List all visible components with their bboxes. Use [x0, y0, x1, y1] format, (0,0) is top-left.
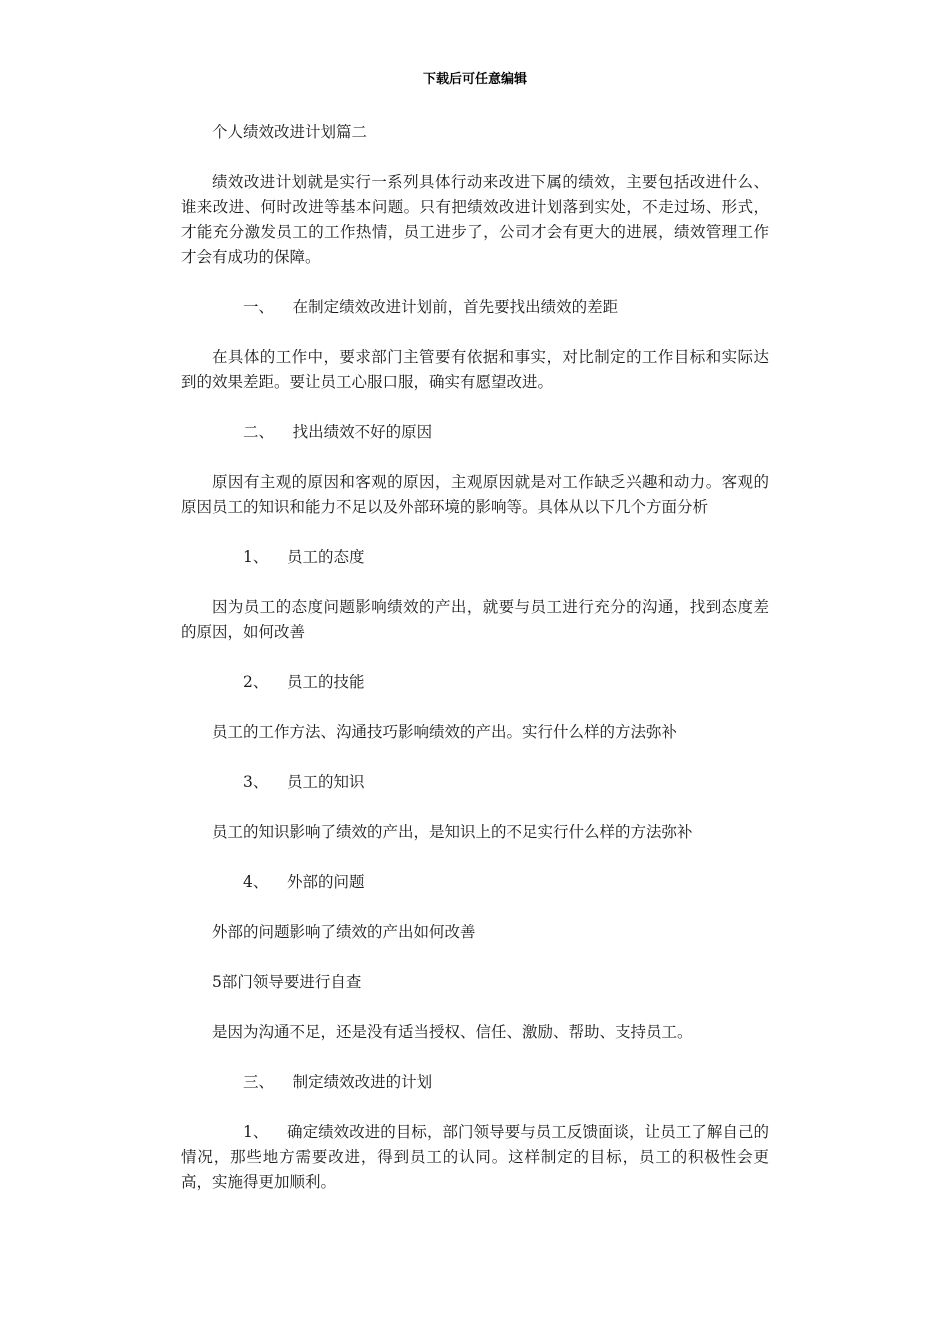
section-2-body: 原因有主观的原因和客观的原因，主观原因就是对工作缺乏兴趣和动力。客观的原因员工的知识和能力不足以及外部环境的影响等。具体从以下几个方面分析	[181, 473, 769, 516]
page-header-note: 下载后可任意编辑	[422, 72, 527, 87]
item-title: 员工的技能	[286, 673, 365, 691]
item-number: 1、	[243, 548, 269, 566]
item-heading	[181, 545, 769, 570]
item-heading	[181, 870, 769, 895]
item-heading	[181, 670, 769, 695]
item-number: 3、	[243, 773, 269, 791]
item-title: 外部的问题	[286, 873, 365, 891]
item-body: 员工的工作方法、沟通技巧影响绩效的产出。实行什么样的方法弥补	[212, 723, 678, 741]
item-body: 员工的知识影响了绩效的产出，是知识上的不足实行什么样的方法弥补	[212, 823, 693, 841]
item-body: 外部的问题影响了绩效的产出如何改善	[212, 923, 476, 941]
section-title: 制定绩效改进的计划	[292, 1073, 433, 1091]
section-1-body: 在具体的工作中，要求部门主管要有依据和事实，对比制定的工作目标和实际达到的效果差距。要让员工心服口服，确实有愿望改进。	[181, 348, 769, 391]
item-heading	[181, 770, 769, 795]
item-body: 确定绩效改进的目标，部门领导要与员工反馈面谈，让员工了解自己的情况，那些地方需要改进，得到员工的认同。这样制定的目标，员工的积极性会更高，实施得更加顺利。	[181, 1123, 769, 1191]
item-5-body: 是因为沟通不足，还是没有适当授权、信任、激励、帮助、支持员工。	[212, 1023, 693, 1041]
item-title: 员工的知识	[286, 773, 365, 791]
intro-paragraph: 绩效改进计划就是实行一系列具体行动来改进下属的绩效，主要包括改进什么、谁来改进、何时改进等基本问题。只有把绩效改进计划落到实处，不走过场、形式，才能充分激发员工的工作热情，员工进步了，公司才会有更大的进展，绩效管理工作才会有成功的保障。	[181, 173, 769, 266]
section-3-item-1	[181, 1120, 769, 1195]
section-number: 二、	[243, 423, 275, 441]
document-body	[181, 120, 769, 1220]
item-number: 1、	[243, 1123, 269, 1141]
section-3-heading	[181, 1070, 769, 1095]
document-title: 个人绩效改进计划篇二	[212, 123, 368, 141]
item-number: 2、	[243, 673, 269, 691]
section-2-heading	[181, 420, 769, 445]
item-title: 员工的态度	[286, 548, 365, 566]
section-1-heading	[181, 295, 769, 320]
item-number: 4、	[243, 873, 269, 891]
section-title: 找出绩效不好的原因	[292, 423, 433, 441]
item-body: 因为员工的态度问题影响绩效的产出，就要与员工进行充分的沟通，找到态度差的原因，如何改善	[181, 598, 769, 641]
item-5-heading: 5部门领导要进行自查	[212, 973, 362, 991]
section-number: 三、	[243, 1073, 275, 1091]
section-title: 在制定绩效改进计划前，首先要找出绩效的差距	[292, 298, 619, 316]
section-number: 一、	[243, 298, 275, 316]
